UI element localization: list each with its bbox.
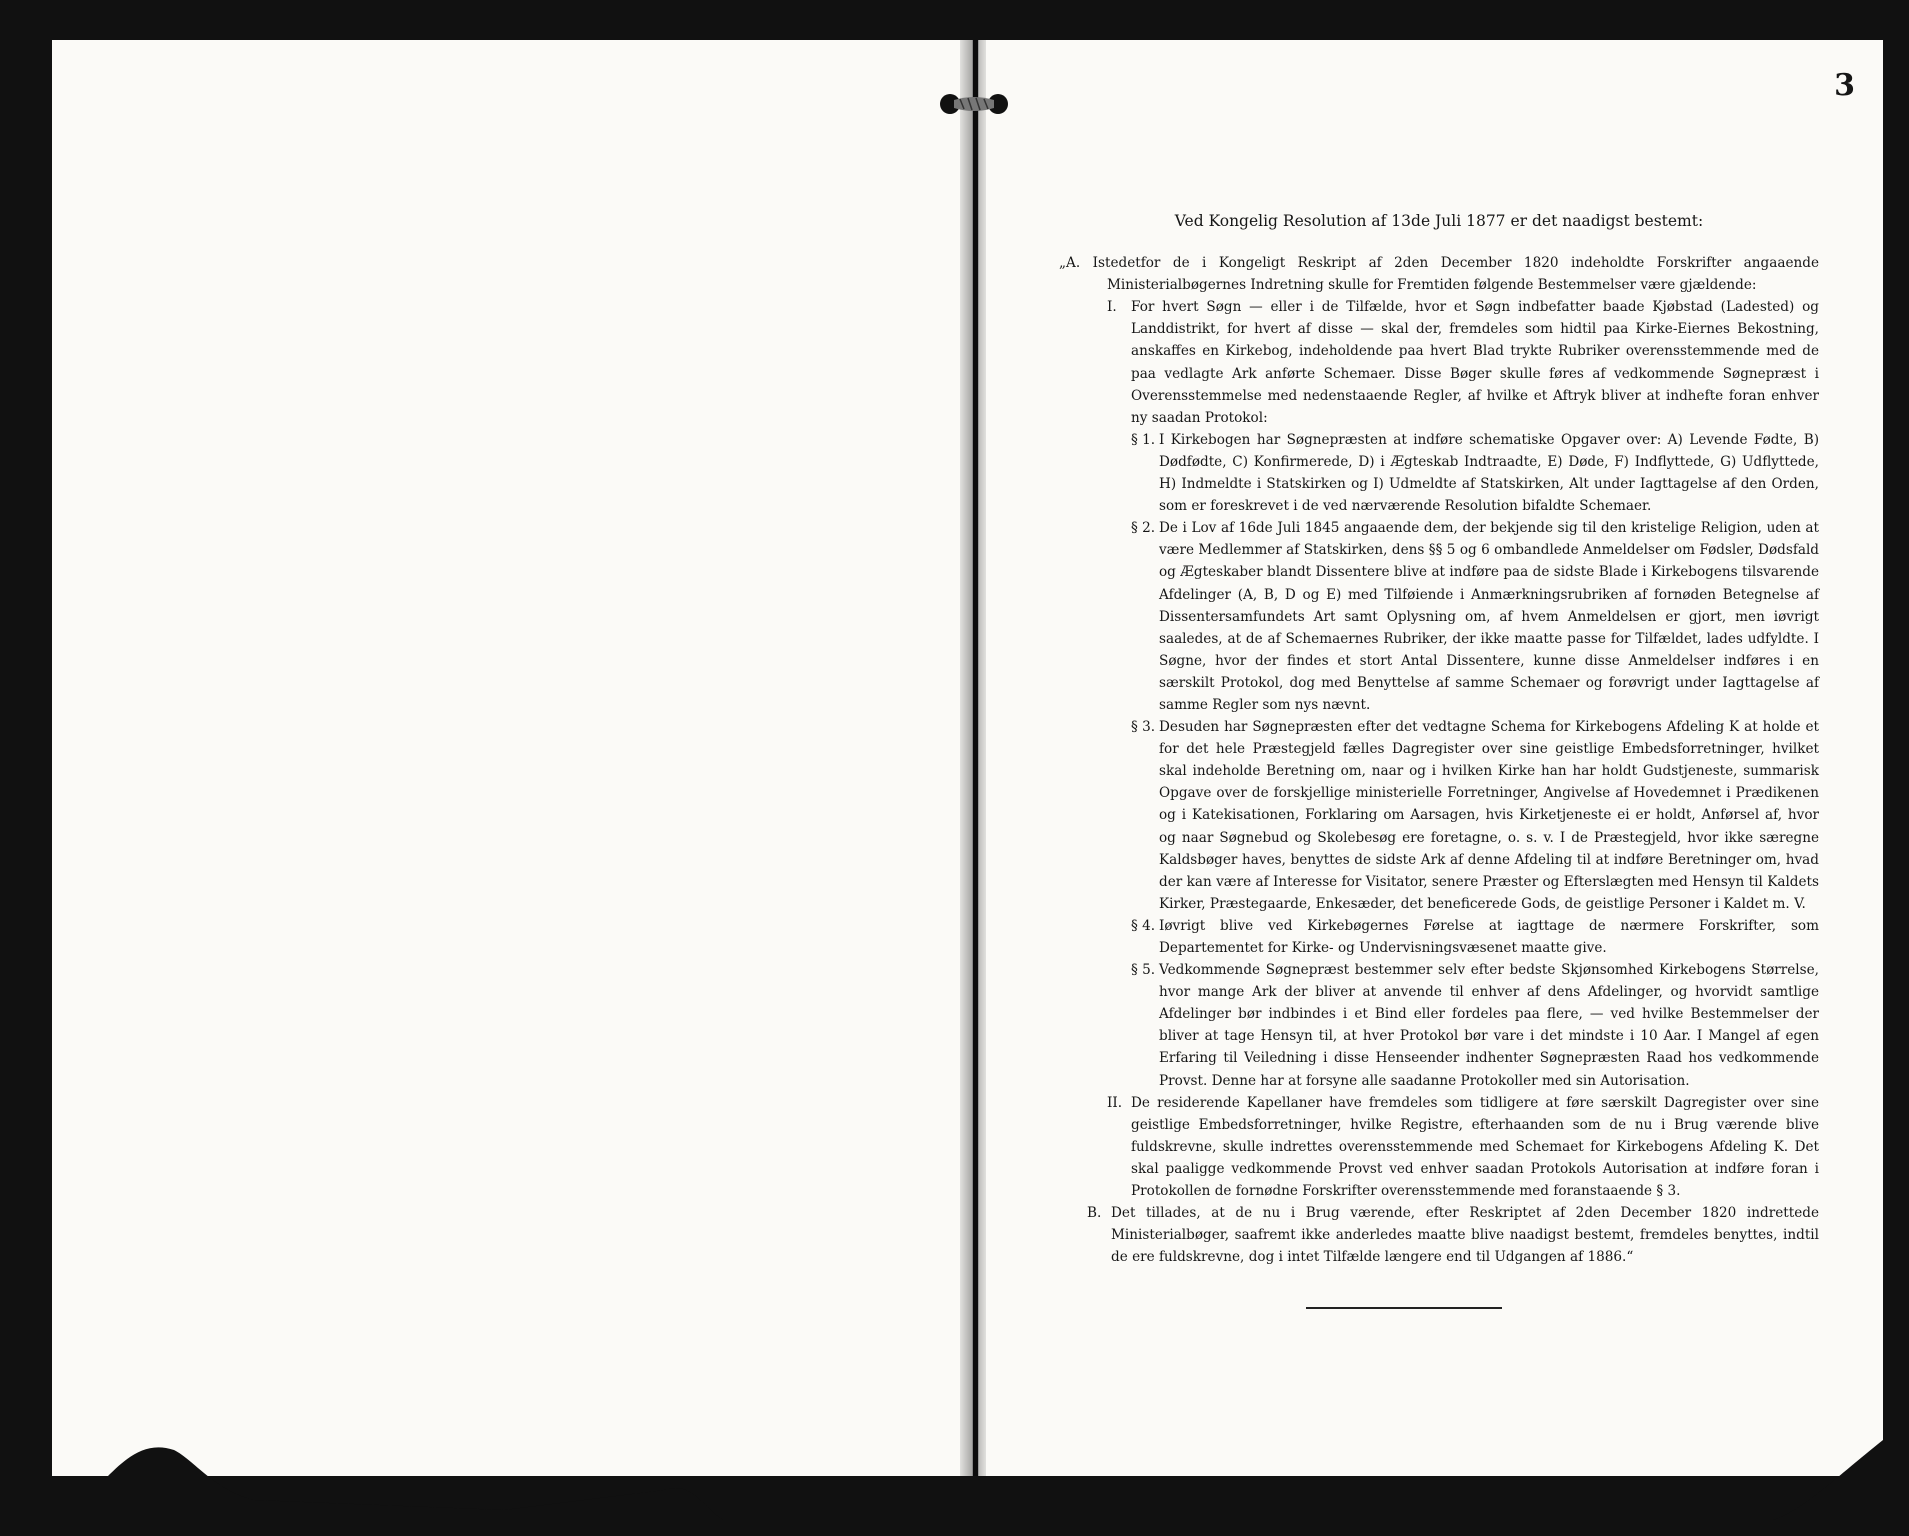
right-page [978, 40, 1883, 1476]
page-edge-shadow-right [1773, 1420, 1883, 1520]
left-page-blank [52, 40, 973, 1476]
section-a-text: Istedetfor de i Kongeligt Reskript af 2den December 1820 indeholdte Forskrifter angaaende Ministerialbøgernes Indretning skulle for Fremtiden følgende Bestemmelser være gjældende: [1092, 255, 1819, 294]
paragraph-3-text: Desuden har Søgnepræsten efter det vedtagne Schema for Kirkebogens Afdeling K at holde et for det hele Præstegjeld fælles Dagregister over sine geistlige Embedsforretninger, hvilket skal indeholde Beretning om, naar og i hvilken Kirke han har holdt Gudstjeneste, summarisk Opgave over de forskjellige ministerielle Forretninger, Angivelse af Hovedemnet i Prædikenen og i Katekisationen, Forklaring om Aarsagen, hvis Kirketjeneste ei er holdt, Anførsel af, hvor og naar Søgnebud og Skolebesøg ere foretagne, o. s. v. I de Præstegjeld, hvor ikke særegne Kaldsbøger haves, benyttes de sidste Ark af denne Afdeling til at indføre Beretninger om, hvad der kan være af Interesse for Visitator, senere Præster og Efterslægten med Hensyn til Kaldets Kirker, Præstegaarde, Enkesæder, det beneficerede Gods, de geistlige Personer i Kaldet m. V. [1159, 719, 1819, 912]
section-b [1059, 1202, 1819, 1268]
paragraph-4 [1059, 915, 1819, 959]
paragraph-1-label: § 1. [1131, 431, 1156, 448]
closing-rule [1306, 1307, 1502, 1309]
paragraph-2 [1059, 517, 1819, 716]
paragraph-3-label: § 3. [1131, 719, 1156, 736]
section-b-text: Det tillades, at de nu i Brug værende, efter Reskriptet af 2den December 1820 indrettede Ministerialbøger, saafremt ikke anderledes maatte blive naadigst bestemt, fremdeles benyttes, indtil de ere fuldskrevne, dog i intet Tilfælde længere end til Udgangen af 1886.“ [1111, 1205, 1819, 1266]
section-a-intro [1059, 252, 1819, 296]
roman-i-label: I. [1107, 299, 1117, 316]
paragraph-1 [1059, 429, 1819, 517]
section-a-roman-i [1059, 296, 1819, 429]
document-title: Ved Kongelig Resolution af 13de Juli 1877 er det naadigst bestemt: [1174, 212, 1704, 230]
paragraph-5-label: § 5. [1131, 962, 1156, 979]
page-number: 3 [1834, 68, 1855, 103]
paragraph-1-text: I Kirkebogen har Søgnepræsten at indføre schematiske Opgaver over: A) Levende Fødte, B) Dødfødte, C) Konfirmerede, D) i Ægteskab Indtraadte, E) Døde, F) Indflyttede, G) Udflyttede, H) Indmeldte i Statskirken og I) Udmeldte af Statskirken, Alt under Iagttagelse af den Orden, som er foreskrevet i de ved nærværende Resolution bifaldte Schemaer. [1159, 431, 1819, 515]
binding-cord [938, 92, 1010, 116]
roman-ii-text: De residerende Kapellaner have fremdeles som tidligere at føre særskilt Dagregister over sine geistlige Embedsforretninger, hvilke Registre, efterhaanden som de nu i Brug værende blive fuldskrevne, skulle indrettes overensstemmende med Schemaet for Kirkebogens Afdeling K. Det skal paaligge vedkommende Provst ved enhver saadan Protokols Autorisation at indføre foran i Protokollen de fornødne Forskrifter overensstemmende med foranstaaende § 3. [1131, 1094, 1819, 1200]
book-gutter [960, 40, 986, 1476]
paragraph-5-text: Vedkommende Søgnepræst bestemmer selv efter bedste Skjønsomhed Kirkebogens Størrelse, hvor mange Ark der bliver at anvende til enhver af dens Afdelinger, og hvorvidt samtlige Afdelinger bør indbindes i et Bind eller fordeles paa flere, — ved hvilke Bestemmelser der bliver at tage Hensyn til, at hver Protokol bør vare i det mindste i 10 Aar. I Mangel af egen Erfaring til Veiledning i disse Henseender indhenter Søgnepræsten Raad hos vedkommende Provst. Denne har at forsyne alle saadanne Protokoller med sin Autorisation. [1159, 962, 1819, 1089]
paragraph-4-label: § 4. [1131, 917, 1156, 934]
paragraph-2-label: § 2. [1131, 520, 1156, 537]
section-a-roman-ii [1059, 1092, 1819, 1202]
paragraph-3 [1059, 716, 1819, 915]
page-edge-shadow-left [104, 1420, 804, 1520]
paragraph-4-text: Iøvrigt blive ved Kirkebøgernes Førelse at iagttage de nærmere Forskrifter, som Departementet for Kirke- og Undervisningsvæsenet maatte give. [1159, 917, 1819, 956]
paragraph-2-text: De i Lov af 16de Juli 1845 angaaende dem, der bekjende sig til den kristelige Religion, uden at være Medlemmer af Statskirken, dens §§ 5 og 6 ombandlede Anmeldelser om Fødsler, Dødsfald og Ægteskaber blandt Dissentere blive at indføre paa de sidste Blade i Kirkebogens tilsvarende Afdelinger (A, B, D og E) med Tilføiende i Anmærkningsrubriken af fornøden Betegnelse af Dissentersamfundets Art samt Oplysning om, af hvem Anmeldelsen er gjort, men iøvrigt saaledes, at de af Schemaernes Rubriker, der ikke maatte passe for Tilfældet, lades udfyldte. I Søgne, hvor der findes et stort Antal Dissentere, kunne disse Anmeldelser indføres i en særskilt Protokol, dog med Benyttelse af samme Schemaer og forøvrigt under Iagttagelse af samme Regler som nys nævnt. [1159, 520, 1819, 713]
paragraph-5 [1059, 959, 1819, 1092]
section-a-label: „A. [1059, 255, 1081, 272]
roman-i-text: For hvert Søgn — eller i de Tilfælde, hvor et Søgn indbefatter baade Kjøbstad (Ladested) og Landdistrikt, for hvert af disse — skal der, fremdeles som hidtil paa Kirke-Eiernes Bekostning, anskaffes en Kirkebog, indeholdende paa hvert Blad trykte Rubriker overensstemmende med de paa vedlagte Ark anførte Schemaer. Disse Bøger skulle føres af vedkommende Søgnepræst i Overensstemmelse med nedenstaaende Regler, af hvilke et Aftryk bliver at indhefte foran enhver ny saadan Protokol: [1131, 299, 1819, 426]
roman-ii-label: II. [1107, 1094, 1123, 1111]
section-b-label: B. [1087, 1205, 1102, 1222]
resolution-document [1059, 210, 1819, 1268]
